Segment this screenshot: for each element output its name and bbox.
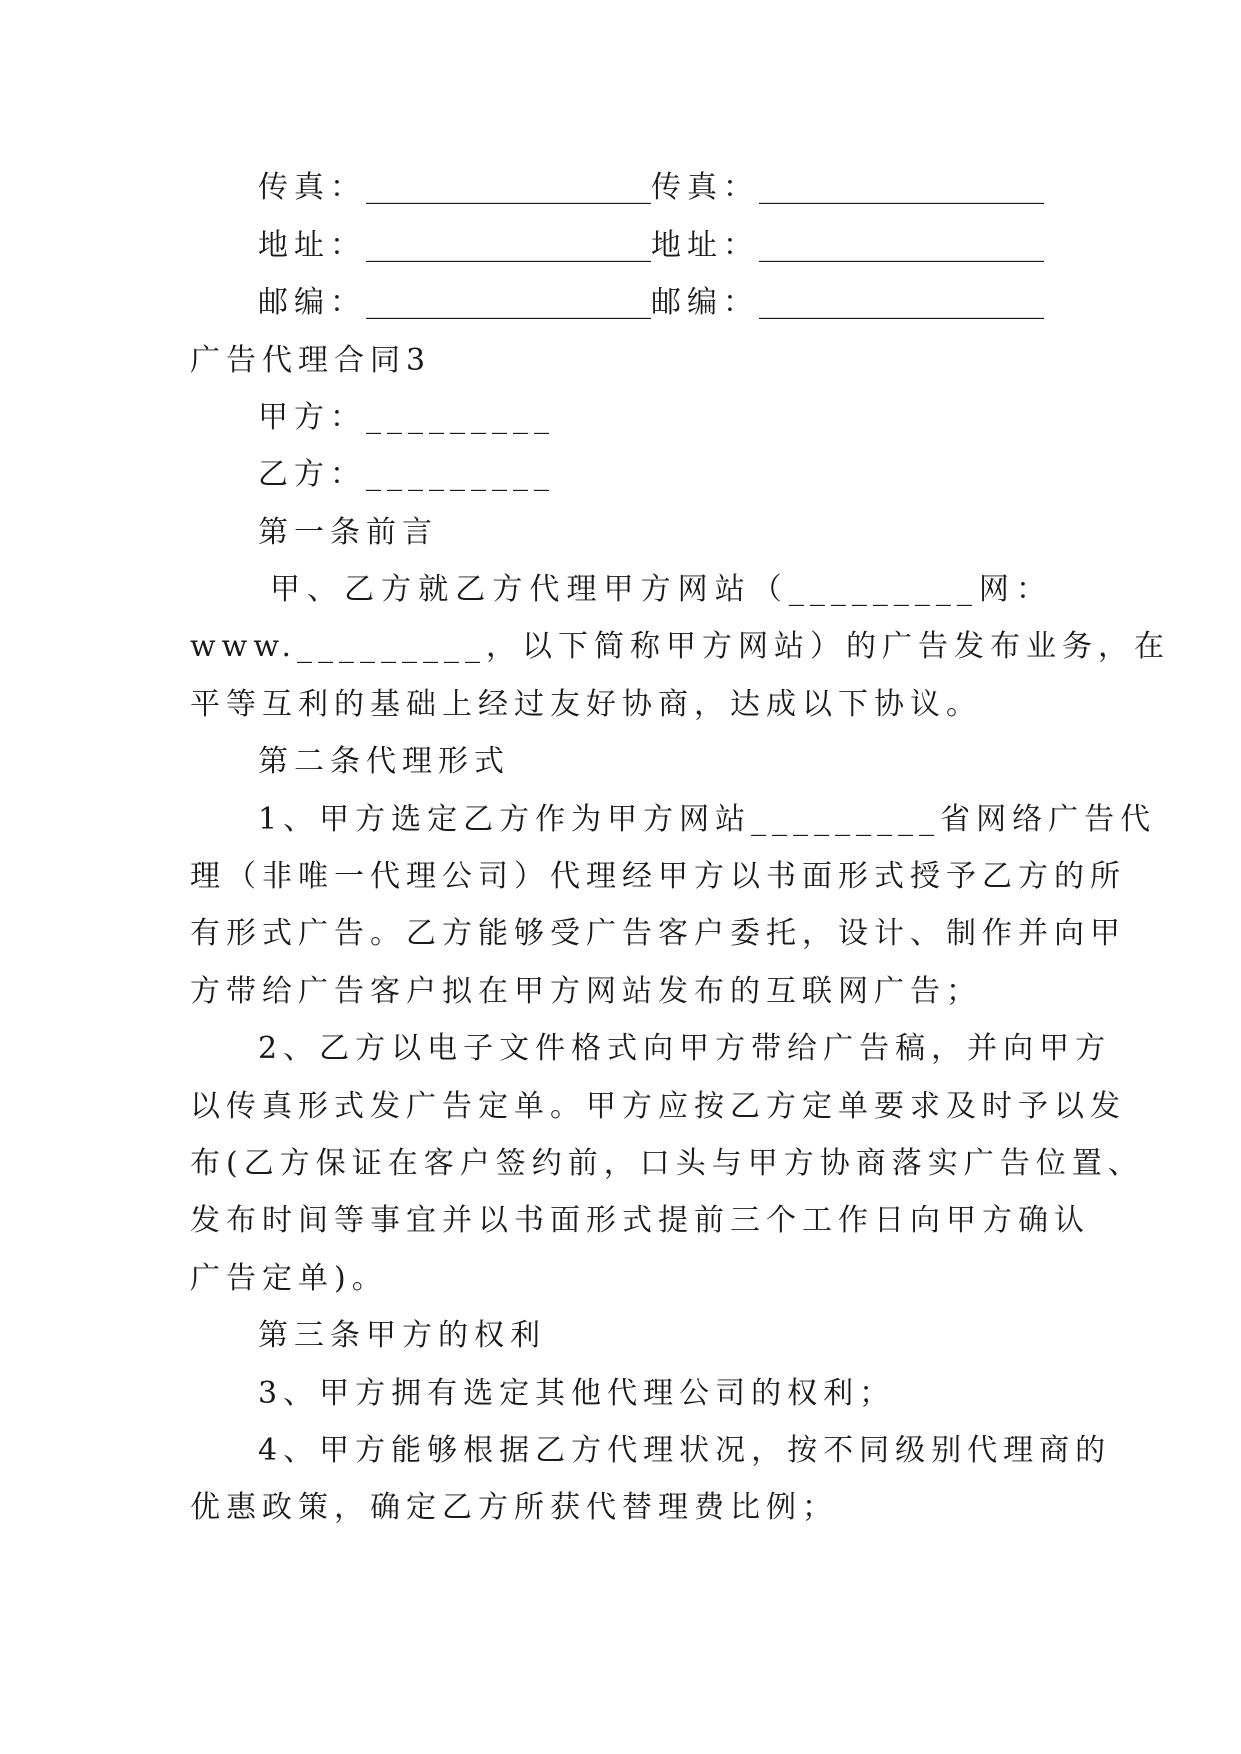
fax-blank-b: ___________________	[759, 170, 1044, 205]
article-3-item-4-line-2: 优惠政策，确定乙方所获代替理费比例；	[190, 1490, 838, 1525]
address-blank-b: ___________________	[759, 228, 1044, 263]
article-2-item-2-line-1: 2、乙方以电子文件格式向甲方带给广告稿，并向甲方	[258, 1031, 1112, 1066]
fax-label-a: 传真：	[258, 170, 366, 205]
address-row	[258, 226, 1052, 266]
article-2-item-2-line-4: 发布时间等事宜并以书面形式提前三个工作日向甲方确认	[190, 1203, 1090, 1238]
postcode-blank-b: ___________________	[759, 285, 1044, 320]
address-label-a: 地址：	[258, 228, 366, 263]
article-2-item-1-line-2: 理（非唯一代理公司）代理经甲方以书面形式授予乙方的所	[190, 859, 1126, 894]
article-1-line-3: 平等互利的基础上经过友好协商，达成以下协议。	[190, 687, 982, 722]
article-3-item-3: 3、甲方拥有选定其他代理公司的权利；	[258, 1376, 896, 1411]
article-2-item-1-line-3: 有形式广告。乙方能够受广告客户委托，设计、制作并向甲	[190, 916, 1126, 951]
postcode-label-b: 邮编：	[651, 285, 759, 320]
postcode-label-a: 邮编：	[258, 285, 366, 320]
address-label-b: 地址：	[651, 228, 759, 263]
fax-blank-a: ___________________	[366, 170, 651, 205]
article-1-line-2: www._________，以下简称甲方网站）的广告发布业务，在	[190, 629, 1171, 664]
article-2-item-1-line-1: 1、甲方选定乙方作为甲方网站_________省网络广告代	[258, 802, 1157, 837]
article-3-item-4-line-1: 4、甲方能够根据乙方代理状况，按不同级别代理商的	[258, 1433, 1112, 1468]
article-2-heading: 第二条代理形式	[258, 744, 510, 779]
fax-label-b: 传真：	[651, 170, 759, 205]
article-1-line-1: 甲、乙方就乙方代理甲方网站（_________网：	[270, 572, 1052, 607]
article-3-heading: 第三条甲方的权利	[258, 1318, 546, 1353]
contract-title: 广告代理合同3	[190, 343, 432, 378]
postcode-blank-a: ___________________	[366, 285, 651, 320]
fax-row	[258, 168, 1052, 208]
article-2-item-2-line-5: 广告定单)。	[190, 1261, 388, 1296]
party-b: 乙方：_________	[258, 457, 555, 492]
party-a: 甲方：_________	[258, 400, 555, 435]
postcode-row	[258, 283, 1052, 323]
article-1-heading: 第一条前言	[258, 515, 438, 550]
article-2-item-2-line-3: 布(乙方保证在客户签约前，口头与甲方协商落实广告位置、	[190, 1146, 1144, 1181]
address-blank-a: ___________________	[366, 228, 651, 263]
article-2-item-1-line-4: 方带给广告客户拟在甲方网站发布的互联网广告；	[190, 974, 982, 1009]
article-2-item-2-line-2: 以传真形式发广告定单。甲方应按乙方定单要求及时予以发	[190, 1089, 1126, 1124]
